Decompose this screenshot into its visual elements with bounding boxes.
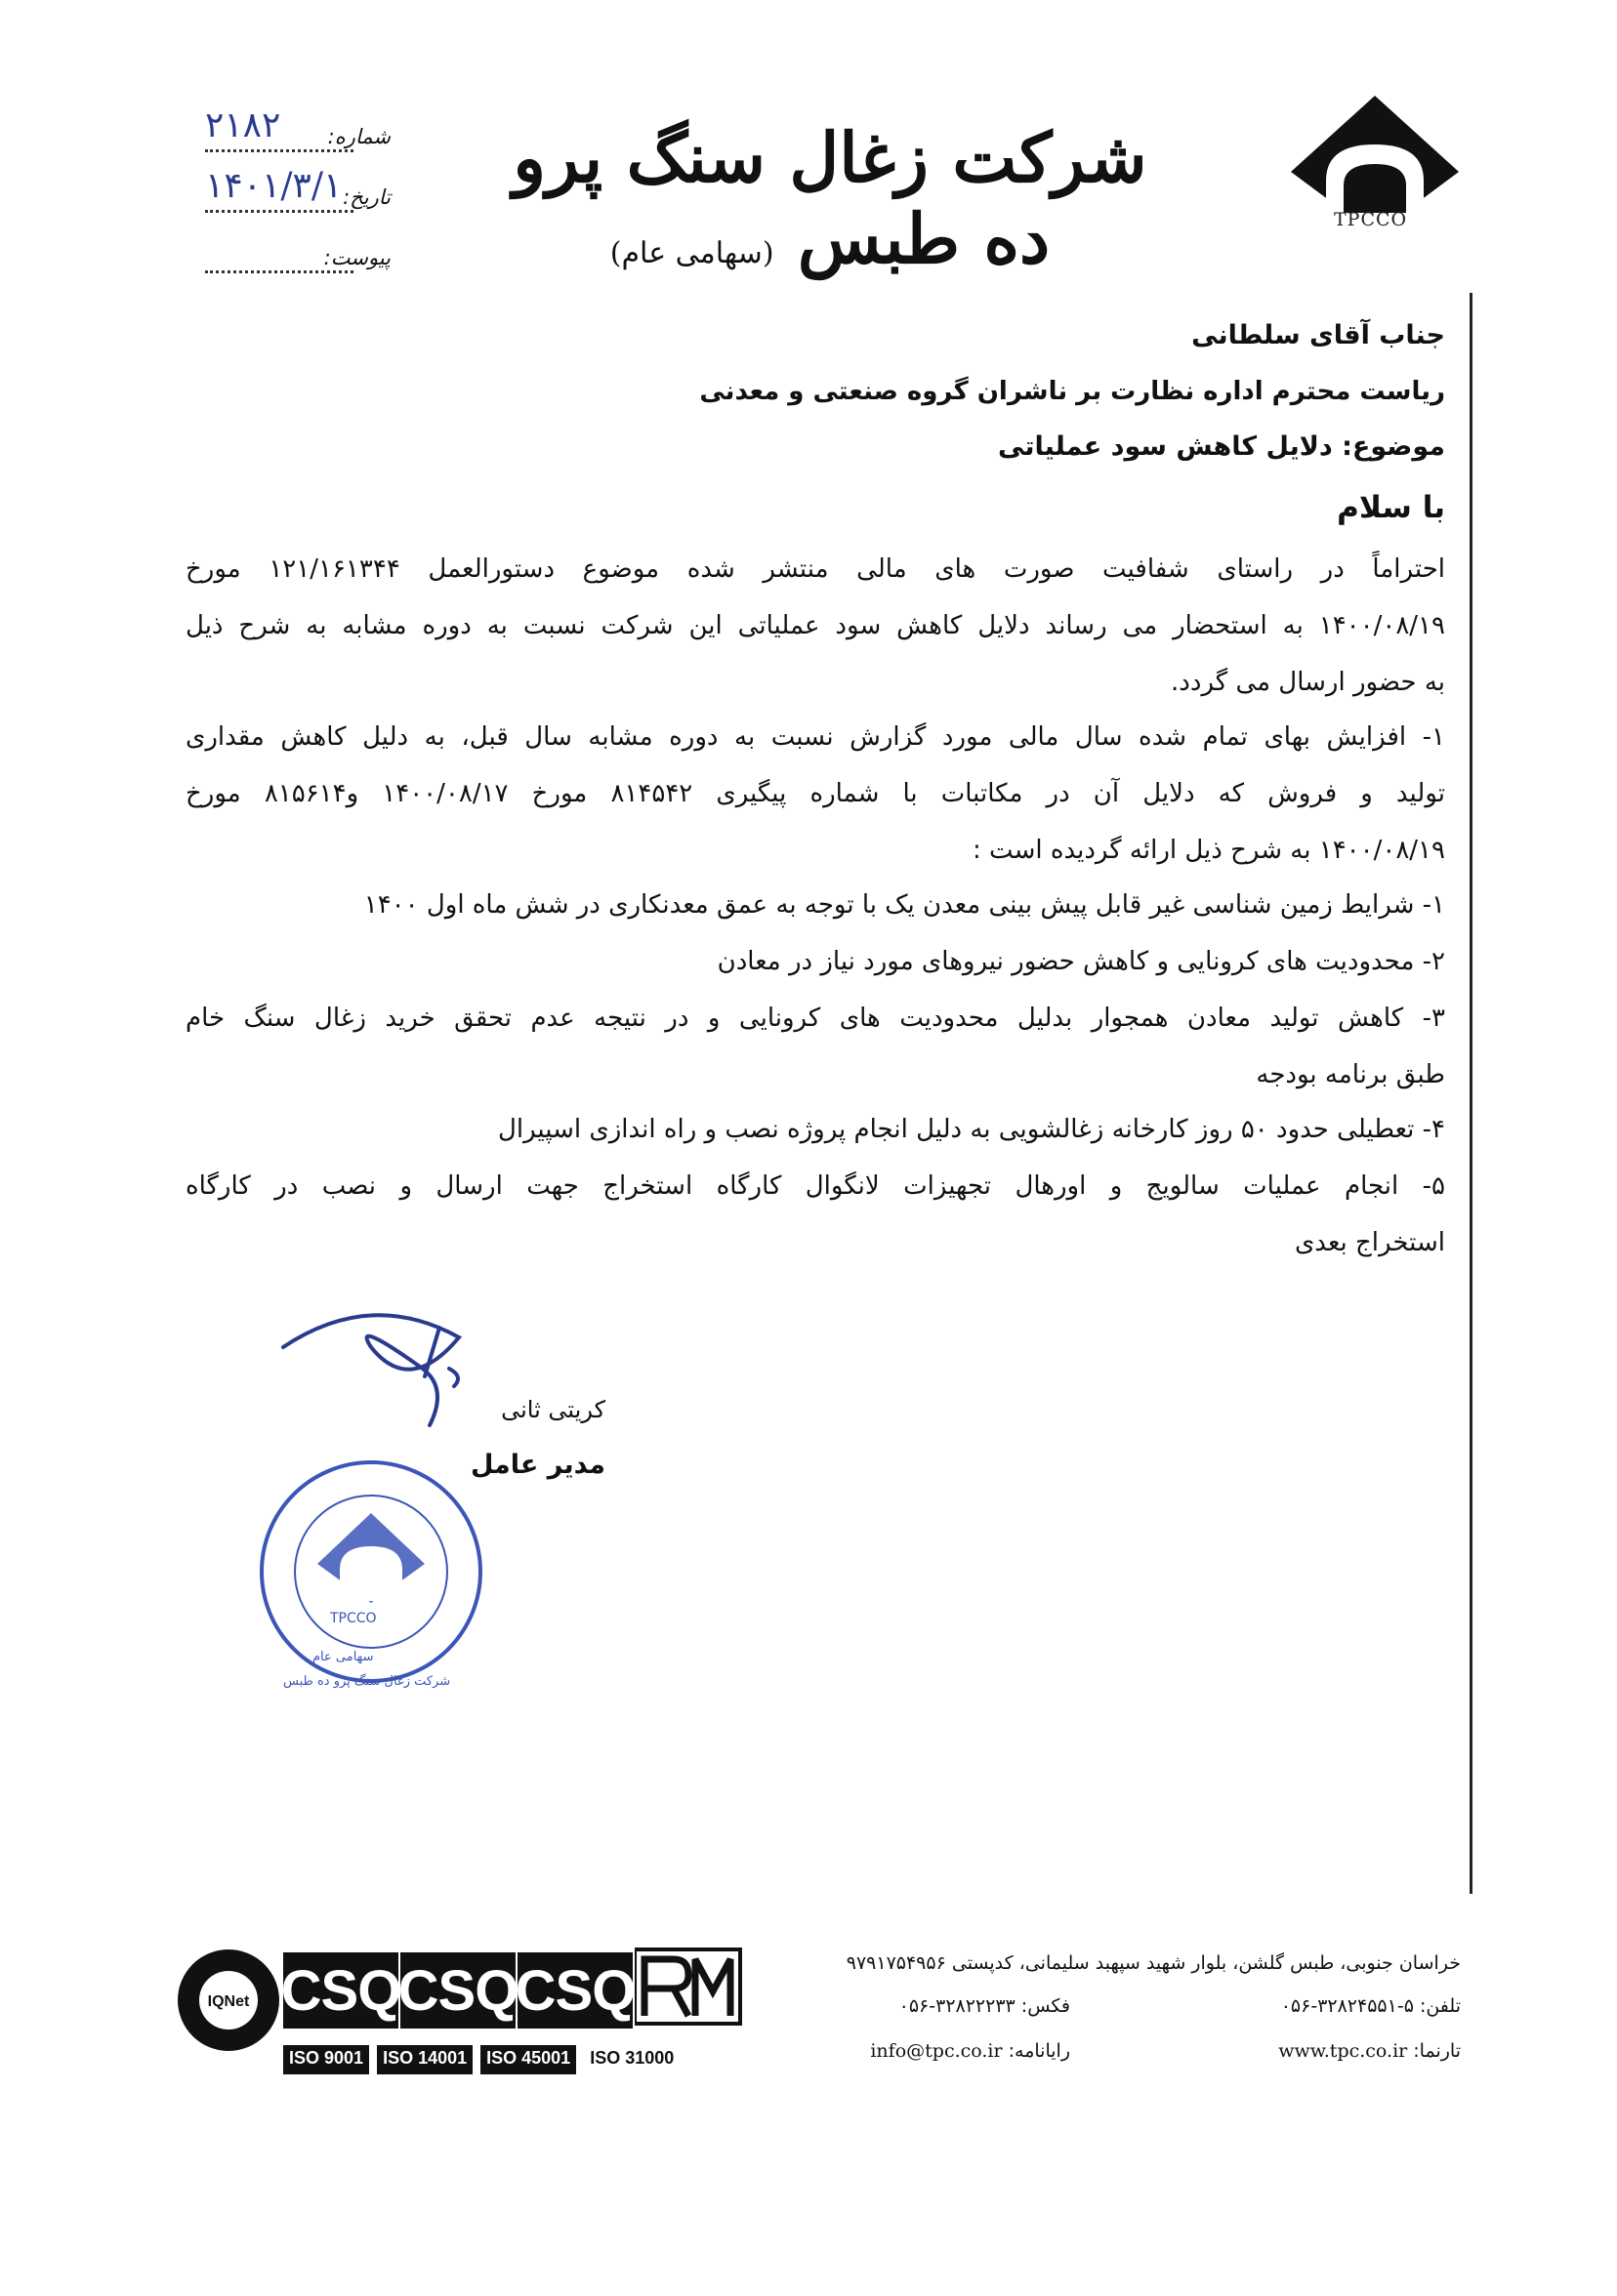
iso-14001-badge: ISO 14001 bbox=[377, 2045, 473, 2074]
stamp-logo-text: TPCCO bbox=[330, 1611, 377, 1626]
footer-address: خراسان جنوبی، طبس گلشن، بلوار شهید سپهبد سلیمانی، کدپستی ۹۷۹۱۷۵۴۹۵۶ bbox=[846, 1952, 1461, 1974]
stamp-bottom-text: سهامی عام bbox=[312, 1650, 374, 1664]
reason-item-continued: استخراج بعدی bbox=[1294, 1228, 1445, 1257]
intro-line: احتراماً در راستای شفافیت صورت های مالی منتشر شده موضوع دستورالعمل ۱۲۱/۱۶۱۳۴۴ مورخ bbox=[186, 554, 1445, 584]
dotted-line bbox=[205, 270, 353, 273]
logo-label: TPCCO bbox=[1334, 209, 1408, 230]
footer-email bbox=[777, 2040, 1070, 2062]
letter-date-field bbox=[146, 166, 391, 223]
attachment-label: پیوست: bbox=[323, 246, 391, 269]
company-stamp bbox=[262, 1462, 480, 1681]
recipient-title: ریاست محترم اداره نظارت بر ناشران گروه صنعتی و معدنی bbox=[699, 377, 1445, 406]
reason-item: ۳- کاهش تولید معادن همجوار بدلیل محدودیت های کرونایی و در نتیجه عدم تحقق خرید زغال سنگ خام bbox=[186, 1004, 1445, 1033]
reason-item: ۴- تعطیلی حدود ۵۰ روز کارخانه زغالشویی به دلیل انجام پروژه نصب و راه اندازی اسپیرال bbox=[497, 1115, 1445, 1144]
subject-line bbox=[186, 431, 1445, 462]
website-label: تارنما: bbox=[1413, 2040, 1461, 2062]
handwritten-signature bbox=[283, 1315, 459, 1425]
csq-badge: CSQ bbox=[518, 1952, 633, 2029]
signer-name: کریتی ثانی bbox=[501, 1396, 605, 1423]
letter-number-label: شماره: bbox=[327, 125, 391, 148]
stamp-company-text: شرکت زغال سنگ پرو ده طبس bbox=[283, 1674, 451, 1689]
letter-number-field bbox=[146, 105, 391, 162]
paragraph-line: تولید و فروش که دلایل آن در مکاتبات با شماره پیگیری ۸۱۴۵۴۲ مورخ ۱۴۰۰/۰۸/۱۷ و۸۱۵۶۱۴ مورخ bbox=[186, 779, 1445, 808]
iso-31000-badge: ISO 31000 bbox=[584, 2045, 680, 2074]
iso-45001-badge: ISO 45001 bbox=[480, 2045, 576, 2074]
reason-item-continued: طبق برنامه بودجه bbox=[1256, 1060, 1445, 1089]
margin-rule bbox=[1470, 293, 1472, 1894]
subject-text: دلایل کاهش سود عملیاتی bbox=[998, 431, 1333, 462]
intro-line: ۱۴۰۰/۰۸/۱۹ به استحضار می رساند دلایل کاهش سود عملیاتی این شرکت نسبت به دوره مشابه به شرح ذیل bbox=[186, 611, 1445, 640]
csq-badge: CSQ bbox=[283, 1952, 398, 2029]
company-suffix: (سهامی عام) bbox=[609, 236, 774, 270]
certification-badges bbox=[176, 1948, 742, 2084]
intro-line: به حضور ارسال می گردد. bbox=[1171, 668, 1445, 697]
recipient: جناب آقای سلطانی bbox=[1191, 320, 1445, 350]
rm-certification-icon bbox=[635, 1948, 742, 2026]
csq-badge: CSQ bbox=[400, 1952, 516, 2029]
signer-title: مدیر عامل bbox=[470, 1450, 605, 1480]
iqnet-label: IQNet bbox=[207, 1993, 250, 2010]
reason-item: ۵- انجام عملیات سالویج و اورهال تجهیزات لانگوال کارگاه استخراج جهت ارسال و نصب در کارگاه bbox=[186, 1171, 1445, 1201]
website-link[interactable]: www.tpc.co.ir bbox=[1278, 2040, 1408, 2062]
letter-number-value: ٢١٨٢ bbox=[205, 105, 281, 145]
paragraph-line: ۱- افزایش بهای تمام شده سال مالی مورد گزارش نسبت به دوره مشابه سال قبل، به دلیل کاهش مقداری bbox=[186, 722, 1445, 752]
attachment-field bbox=[146, 238, 391, 283]
company-name bbox=[488, 117, 1172, 279]
footer-phone: تلفن: ۵-۳۲۸۲۴۵۵۱-۰۵۶ bbox=[1280, 1995, 1461, 2017]
letter-date-value: ١۴٠١/٣/١ bbox=[205, 166, 343, 206]
signature-and-stamp bbox=[254, 1308, 576, 1699]
dotted-line bbox=[205, 149, 353, 152]
reason-item: ۱- شرایط زمین شناسی غیر قابل پیش بینی معدن یک با توجه به عمق معدنکاری در شش ماه اول ۱۴۰۰ bbox=[363, 890, 1445, 920]
email-link[interactable]: info@tpc.co.ir bbox=[870, 2040, 1003, 2062]
letter-date-label: تاریخ: bbox=[343, 185, 391, 209]
greeting: با سلام bbox=[1337, 490, 1445, 525]
footer-website bbox=[1168, 2040, 1461, 2062]
paragraph-line: ۱۴۰۰/۰۸/۱۹ به شرح ذیل ارائه گردیده است : bbox=[973, 836, 1445, 865]
dotted-line bbox=[205, 210, 353, 213]
company-name-text: شرکت زغال سنگ پرو ده طبس bbox=[513, 117, 1147, 279]
iso-9001-badge: ISO 9001 bbox=[283, 2045, 369, 2074]
iqnet-certified-icon bbox=[176, 1948, 281, 2053]
email-label: رایانامه: bbox=[1008, 2040, 1070, 2062]
footer-fax: فکس: ۳۲۸۲۲۲۳۳-۰۵۶ bbox=[898, 1995, 1070, 2017]
subject-label: موضوع: bbox=[1342, 431, 1445, 462]
iso-standards bbox=[283, 2045, 680, 2074]
reason-item: ۲- محدودیت های کرونایی و کاهش حضور نیروهای مورد نیاز در معادن bbox=[717, 947, 1445, 976]
